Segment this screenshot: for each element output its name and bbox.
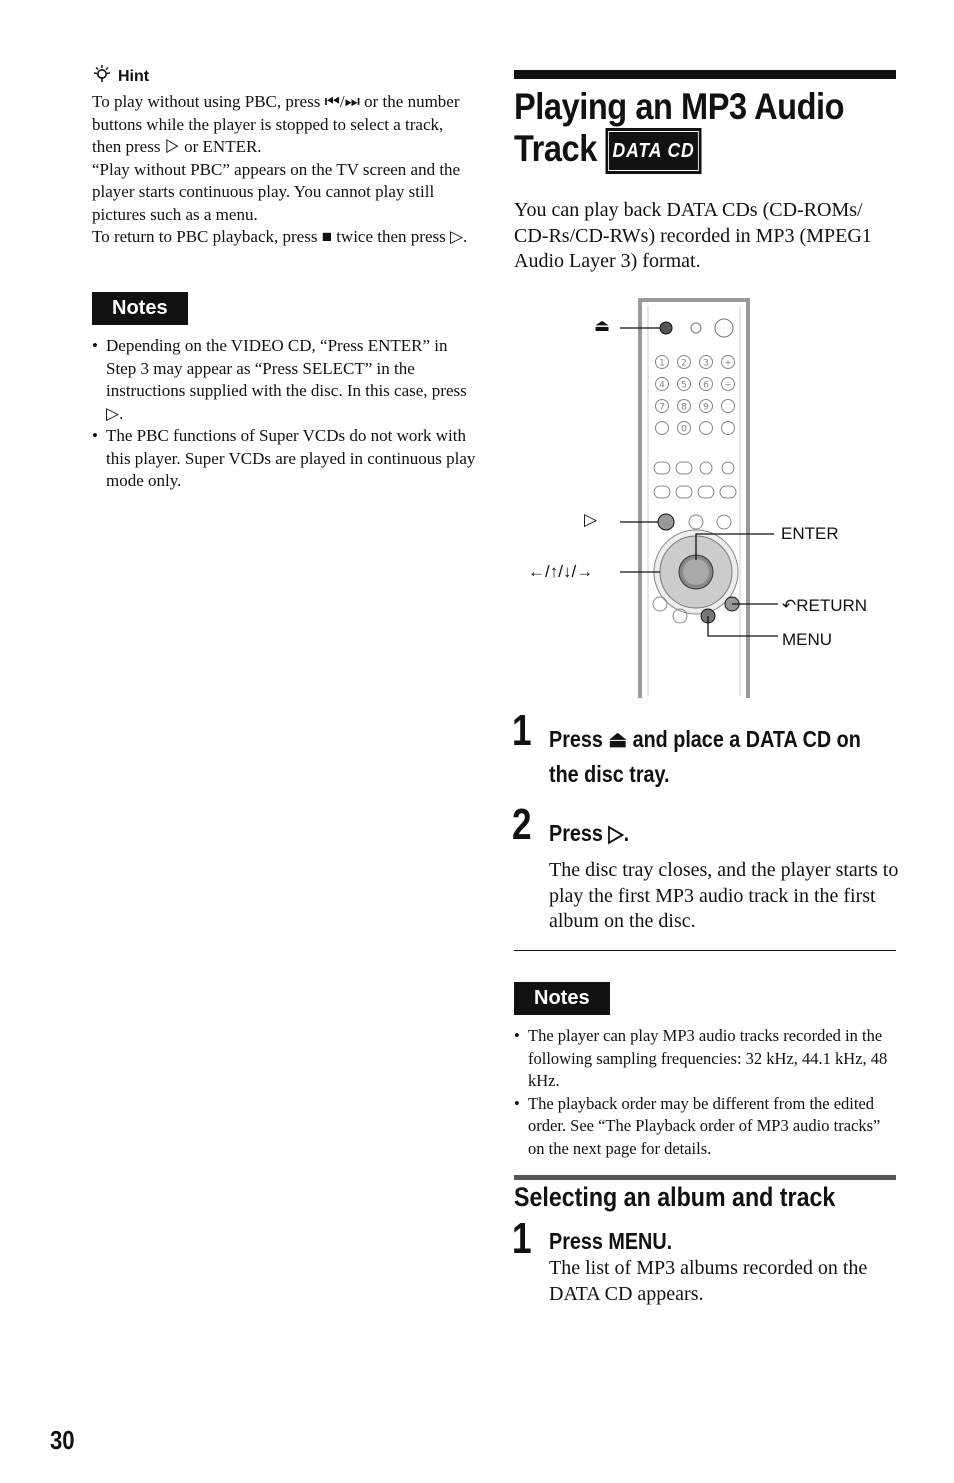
keypad-button xyxy=(700,422,713,435)
keypad-label: 2 xyxy=(681,358,687,369)
keypad-label: 4 xyxy=(659,380,665,391)
step-number: 1 xyxy=(512,706,532,755)
play-icon: ▷ xyxy=(584,510,598,529)
hint-label: Hint xyxy=(118,67,150,85)
enter-label: ENTER xyxy=(781,524,839,543)
keypad-label: 5 xyxy=(681,380,687,391)
eject-icon: ⏏ xyxy=(594,316,611,335)
page-number: 30 xyxy=(50,1425,75,1455)
menu-label: MENU xyxy=(782,630,833,649)
note-item: • Depending on the VIDEO CD, “Press ENTER” in Step 3 may appear as “Press SELECT” in the instructions supplied with the disc. In this case, press ▷. xyxy=(92,335,476,425)
arrow-keys-label: ←/↑/↓/→ xyxy=(528,562,594,581)
title-rule xyxy=(514,70,896,79)
keypad-label: 1 xyxy=(659,358,665,369)
keypad-label: − xyxy=(724,380,732,391)
note-item: • The PBC functions of Super VCDs do not work with this player. Super VCDs are played in continuous play mode only. xyxy=(92,425,476,493)
hint-heading xyxy=(92,64,476,89)
keypad-label: + xyxy=(724,358,732,369)
lightbulb-icon xyxy=(92,64,112,89)
subsection-heading: Selecting an album and track xyxy=(514,1182,836,1212)
hint-paragraph: To play without using PBC, press ⏮/⏭ or the number buttons while the player is stopped to select a track, then press ▷ or ENTER. xyxy=(92,92,460,156)
step-number: 2 xyxy=(512,800,532,849)
step-title: Press ▷. xyxy=(549,820,630,846)
title-line-1: Playing an MP3 Audio xyxy=(514,86,845,127)
keypad-button xyxy=(722,400,735,413)
intro-text: You can play back DATA CDs (CD-ROMs/ CD-Rs/CD-RWs) recorded in MP3 (MPEG1 Audio Layer 3) format. xyxy=(514,199,872,272)
notes-label: Notes xyxy=(92,292,188,325)
note-item: • The playback order may be different from the edited order. See “The Playback order of MP3 audio tracks” on the next page for details. xyxy=(514,1093,898,1161)
page-title xyxy=(514,86,857,174)
keypad-label: 0 xyxy=(681,424,687,435)
notes-label: Notes xyxy=(514,982,610,1015)
step-title: Press MENU. xyxy=(549,1228,673,1254)
keypad-button xyxy=(656,422,669,435)
keypad-label: 7 xyxy=(659,402,665,413)
hint-paragraph: “Play without PBC” appears on the TV screen and the player starts continuous play. You cannot play still pictures such as a menu. xyxy=(92,159,461,224)
step-body: The disc tray closes, and the player starts to play the first MP3 audio track in the first album on the disc. xyxy=(549,859,899,932)
section-divider xyxy=(514,950,896,951)
keypad-button xyxy=(722,422,735,435)
return-label: ↶RETURN xyxy=(782,596,868,615)
hint-paragraph: To return to PBC playback, press ■ twice then press ▷. xyxy=(92,227,468,246)
title-line-2: Track xyxy=(514,128,597,169)
keypad-label: 3 xyxy=(703,358,709,369)
keypad-label: 8 xyxy=(681,402,687,413)
step-body: The list of MP3 albums recorded on the DATA CD appears. xyxy=(549,1257,868,1305)
notes-right-section xyxy=(514,982,898,1160)
keypad-label: 9 xyxy=(703,402,709,413)
step-number: 1 xyxy=(512,1214,532,1263)
data-cd-badge: DATA CD xyxy=(606,128,702,174)
remote-drawing xyxy=(520,296,900,698)
keypad-label: 6 xyxy=(703,380,709,391)
remote-illustration xyxy=(520,296,900,698)
hint-section xyxy=(92,64,476,249)
note-item: • The player can play MP3 audio tracks recorded in the following sampling frequencies: 32 kHz, 44.1 kHz, 48 kHz. xyxy=(514,1025,898,1093)
notes-left-section xyxy=(92,292,476,493)
step-title: Press ⏏ and place a DATA CD on the disc tray. xyxy=(549,726,861,787)
